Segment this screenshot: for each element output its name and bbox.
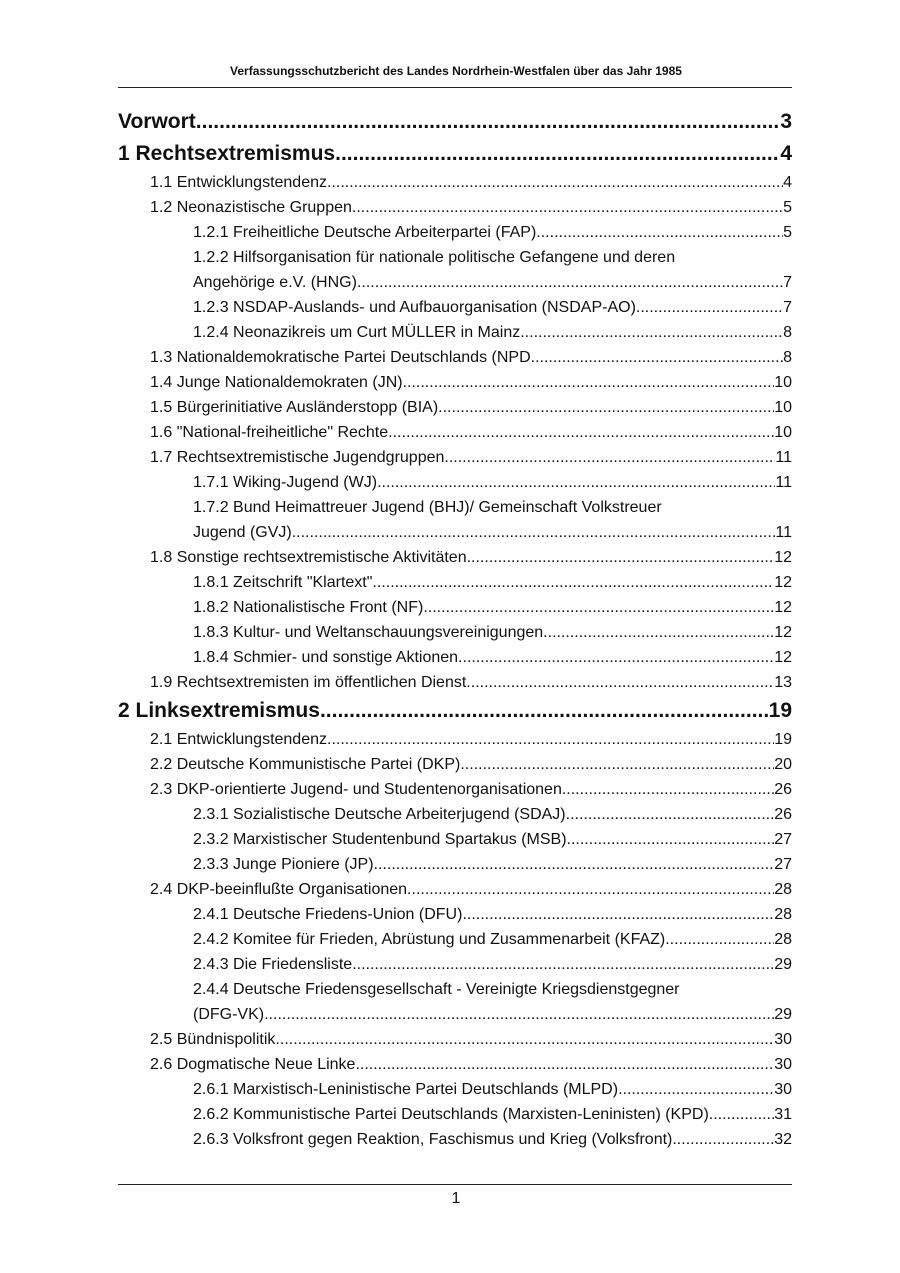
toc-entry[interactable] (118, 170, 792, 195)
toc-entry-page: 28 (774, 927, 792, 952)
toc-entry[interactable] (118, 445, 792, 470)
toc-entry-title: 2.4 DKP-beeinflußte Organisationen (150, 877, 407, 902)
dot-leader (567, 827, 775, 852)
toc-entry-title-line2: Angehörige e.V. (HNG) (193, 270, 357, 295)
toc-entry-page: 10 (774, 370, 792, 395)
toc-entry-page: 12 (774, 620, 792, 645)
toc-entry[interactable] (118, 852, 792, 877)
toc-entry-page: 13 (774, 670, 792, 695)
toc-entry[interactable] (118, 320, 792, 345)
toc-entry-title: 2.6.2 Kommunistische Partei Deutschlands (Marxisten-Leninisten) (KPD) (193, 1102, 709, 1127)
dot-leader (327, 170, 783, 195)
toc-entry[interactable] (118, 138, 792, 170)
dot-leader (543, 620, 774, 645)
toc-entry[interactable] (118, 1077, 792, 1102)
dot-leader (372, 570, 774, 595)
toc-entry-page: 29 (774, 952, 792, 977)
toc-entry[interactable] (118, 802, 792, 827)
toc-entry[interactable] (118, 595, 792, 620)
dot-leader (531, 345, 783, 370)
toc-entry-title: 2.6 Dogmatische Neue Linke (150, 1052, 355, 1077)
running-header: Verfassungsschutzbericht des Landes Nordrhein-Westfalen über das Jahr 1985 (230, 64, 682, 78)
toc-entry-title-line2: Jugend (GVJ) (193, 520, 292, 545)
toc-entry-title: 2.3 DKP-orientierte Jugend- und Studentenorganisationen (150, 777, 562, 802)
dot-leader (466, 670, 774, 695)
toc-entry-page: 29 (774, 1002, 792, 1027)
dot-leader (292, 520, 776, 545)
toc-entry-title-line1: 2.4.4 Deutsche Friedensgesellschaft - Vereinigte Kriegsdienstgegner (193, 981, 680, 998)
dot-leader (467, 545, 775, 570)
toc-entry-page: 7 (783, 270, 792, 295)
toc-entry[interactable] (118, 902, 792, 927)
toc-entry-title: 1.2.1 Freiheitliche Deutsche Arbeiterpartei (FAP) (193, 220, 536, 245)
toc-entry[interactable] (118, 752, 792, 777)
footer-rule (118, 1184, 792, 1185)
toc-entry-page: 8 (783, 345, 792, 370)
dot-leader (407, 877, 774, 902)
toc-entry-page: 19 (769, 695, 792, 727)
toc-entry-page: 32 (774, 1127, 792, 1152)
toc-entry[interactable] (118, 620, 792, 645)
toc-entry[interactable] (118, 670, 792, 695)
page-number: 1 (451, 1190, 461, 1207)
toc-entry-page: 31 (774, 1102, 792, 1127)
toc-entry-title: 1.8.2 Nationalistische Front (NF) (193, 595, 423, 620)
dot-leader (388, 420, 774, 445)
toc-entry-title: 2.6.1 Marxistisch-Leninistische Partei Deutschlands (MLPD) (193, 1077, 618, 1102)
toc-entry-title: 2.5 Bündnispolitik (150, 1027, 275, 1052)
toc-entry-page: 8 (783, 320, 792, 345)
toc-entry-page: 30 (774, 1077, 792, 1102)
dot-leader (264, 1002, 774, 1027)
toc-entry-page: 11 (775, 520, 792, 545)
toc-entry-title: 1.1 Entwicklungstendenz (150, 170, 327, 195)
toc-entry-title: Vorwort (118, 106, 196, 138)
dot-leader (355, 1052, 774, 1077)
toc-entry-title: 1.4 Junge Nationaldemokraten (JN) (150, 370, 403, 395)
toc-entry-page: 26 (774, 802, 792, 827)
toc-entry-title: 2 Linksextremismus (118, 695, 320, 727)
dot-leader (460, 752, 774, 777)
dot-leader (352, 195, 783, 220)
dot-leader (403, 370, 775, 395)
toc-entry-page: 26 (774, 777, 792, 802)
toc-entry[interactable] (118, 927, 792, 952)
toc-entry-title-line2: (DFG-VK) (193, 1002, 264, 1027)
toc-entry-title: 2.4.1 Deutsche Friedens-Union (DFU) (193, 902, 462, 927)
toc-entry[interactable] (118, 727, 792, 752)
toc-entry-page: 27 (774, 827, 792, 852)
toc-entry-title: 2.4.3 Die Friedensliste (193, 952, 352, 977)
dot-leader (636, 295, 783, 320)
toc-entry[interactable] (118, 345, 792, 370)
dot-leader (462, 902, 774, 927)
dot-leader (672, 1127, 774, 1152)
toc-entry-title: 1.8.4 Schmier- und sonstige Aktionen (193, 645, 458, 670)
toc-entry-page: 10 (774, 420, 792, 445)
toc-entry[interactable] (118, 570, 792, 595)
toc-entry-page: 12 (774, 545, 792, 570)
toc-entry-title: 2.3.1 Sozialistische Deutsche Arbeiterjugend (SDAJ) (193, 802, 566, 827)
dot-leader (374, 852, 775, 877)
toc-entry[interactable] (118, 827, 792, 852)
toc-entry-title: 1.8.3 Kultur- und Weltanschauungsvereinigungen (193, 620, 543, 645)
dot-leader (320, 695, 769, 727)
toc-entry-title-line1: 1.2.2 Hilfsorganisation für nationale politische Gefangene und deren (193, 249, 676, 266)
toc-entry-page: 11 (775, 445, 792, 470)
toc-entry-page: 5 (783, 195, 792, 220)
toc-entry-page: 28 (774, 877, 792, 902)
toc-entry[interactable] (118, 495, 792, 545)
dot-leader (327, 727, 774, 752)
toc-entry[interactable] (118, 470, 792, 495)
toc-entry-title: 2.3.3 Junge Pioniere (JP) (193, 852, 374, 877)
dot-leader (423, 595, 774, 620)
toc-entry[interactable] (118, 1127, 792, 1152)
dot-leader (196, 106, 781, 138)
toc-entry-title: 1.2 Neonazistische Gruppen (150, 195, 352, 220)
table-of-contents (118, 106, 792, 1152)
dot-leader (562, 777, 774, 802)
dot-leader (536, 220, 783, 245)
toc-entry-title: 2.4.2 Komitee für Frieden, Abrüstung und Zusammenarbeit (KFAZ) (193, 927, 665, 952)
dot-leader (709, 1102, 774, 1127)
toc-entry[interactable] (118, 645, 792, 670)
toc-entry-page: 19 (774, 727, 792, 752)
toc-entry-page: 3 (780, 106, 792, 138)
toc-entry-title: 1.7.1 Wiking-Jugend (WJ) (193, 470, 377, 495)
dot-leader (352, 952, 774, 977)
header-rule (118, 87, 792, 88)
toc-entry[interactable] (118, 1102, 792, 1127)
toc-entry-title: 2.2 Deutsche Kommunistische Partei (DKP) (150, 752, 460, 777)
dot-leader (520, 320, 783, 345)
toc-entry-page: 11 (775, 470, 792, 495)
toc-entry[interactable] (118, 695, 792, 727)
dot-leader (444, 445, 775, 470)
toc-entry-title: 1.2.3 NSDAP-Auslands- und Aufbauorganisation (NSDAP-AO) (193, 295, 636, 320)
toc-entry[interactable] (118, 1052, 792, 1077)
toc-entry-page: 10 (774, 395, 792, 420)
toc-entry[interactable] (118, 977, 792, 1027)
toc-entry-title: 1.9 Rechtsextremisten im öffentlichen Dienst (150, 670, 466, 695)
dot-leader (275, 1027, 774, 1052)
toc-entry[interactable] (118, 245, 792, 295)
toc-entry-page: 20 (774, 752, 792, 777)
toc-entry-page: 12 (774, 645, 792, 670)
toc-entry-title: 1.8.1 Zeitschrift "Klartext" (193, 570, 372, 595)
dot-leader (566, 802, 775, 827)
toc-entry-title: 1.6 "National-freiheitliche" Rechte (150, 420, 388, 445)
dot-leader (665, 927, 774, 952)
toc-entry[interactable] (118, 106, 792, 138)
toc-entry-title: 1.8 Sonstige rechtsextremistische Aktivitäten (150, 545, 467, 570)
toc-entry[interactable] (118, 777, 792, 802)
toc-entry-page: 12 (774, 570, 792, 595)
toc-entry[interactable] (118, 1027, 792, 1052)
toc-entry[interactable] (118, 952, 792, 977)
toc-entry-title: 1.5 Bürgerinitiative Ausländerstopp (BIA) (150, 395, 438, 420)
toc-entry[interactable] (118, 295, 792, 320)
toc-entry-title: 2.3.2 Marxistischer Studentenbund Spartakus (MSB) (193, 827, 567, 852)
toc-entry-title: 2.1 Entwicklungstendenz (150, 727, 327, 752)
toc-entry-title: 1 Rechtsextremismus (118, 138, 335, 170)
toc-entry[interactable] (118, 195, 792, 220)
toc-entry-page: 5 (783, 220, 792, 245)
dot-leader (357, 270, 783, 295)
toc-entry-page: 27 (774, 852, 792, 877)
toc-entry-page: 30 (774, 1027, 792, 1052)
toc-entry-page: 12 (774, 595, 792, 620)
toc-entry[interactable] (118, 395, 792, 420)
toc-entry-page: 4 (780, 138, 792, 170)
toc-entry[interactable] (118, 370, 792, 395)
dot-leader (458, 645, 774, 670)
toc-entry[interactable] (118, 877, 792, 902)
dot-leader (438, 395, 774, 420)
dot-leader (377, 470, 775, 495)
toc-entry-title: 1.2.4 Neonazikreis um Curt MÜLLER in Mainz (193, 320, 520, 345)
toc-entry[interactable] (118, 220, 792, 245)
toc-entry-page: 30 (774, 1052, 792, 1077)
dot-leader (618, 1077, 774, 1102)
toc-entry-page: 7 (783, 295, 792, 320)
toc-entry-title: 2.6.3 Volksfront gegen Reaktion, Faschismus und Krieg (Volksfront) (193, 1127, 672, 1152)
toc-entry-title: 1.7 Rechtsextremistische Jugendgruppen (150, 445, 444, 470)
toc-entry[interactable] (118, 545, 792, 570)
toc-entry-page: 28 (774, 902, 792, 927)
dot-leader (335, 138, 780, 170)
toc-entry-title-line1: 1.7.2 Bund Heimattreuer Jugend (BHJ)/ Gemeinschaft Volkstreuer (193, 499, 662, 516)
toc-entry-page: 4 (783, 170, 792, 195)
toc-entry-title: 1.3 Nationaldemokratische Partei Deutschlands (NPD (150, 345, 531, 370)
toc-entry[interactable] (118, 420, 792, 445)
